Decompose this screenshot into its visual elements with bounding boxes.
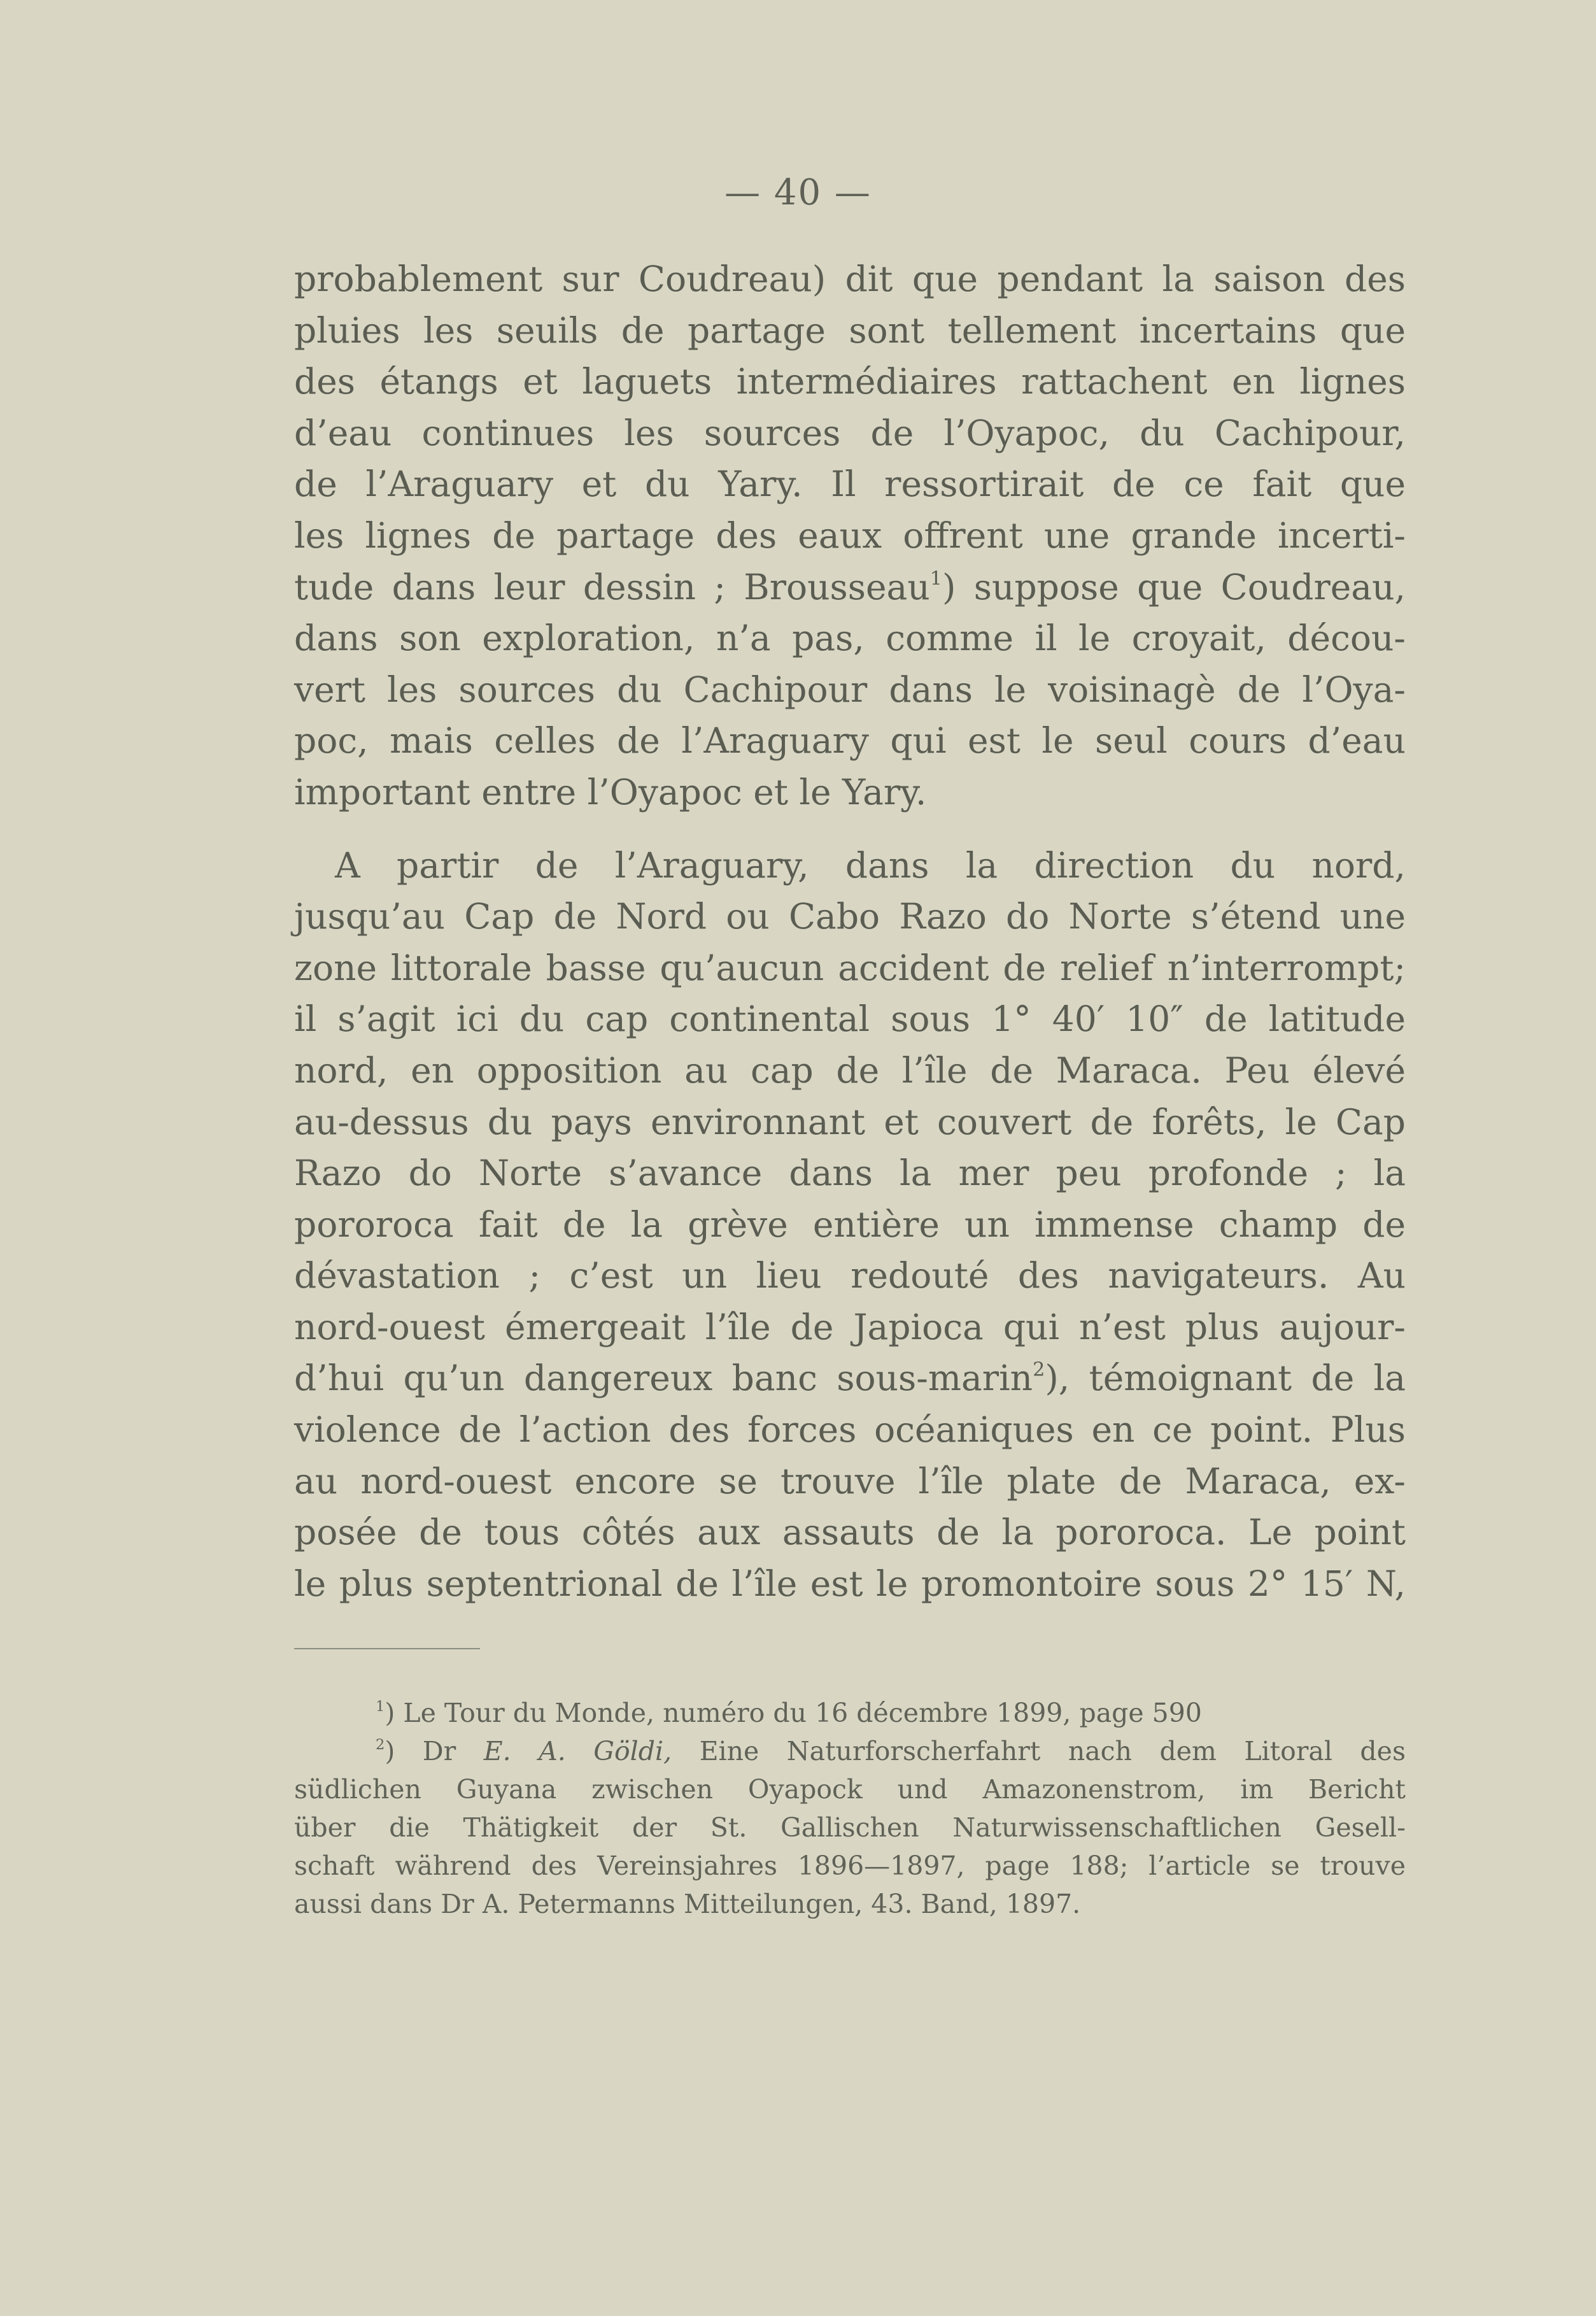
footnote-2 bbox=[294, 1732, 1406, 1923]
text-line: d’eau continues les sources de l’Oyapoc, du Cachipour, bbox=[294, 412, 1406, 453]
author-name: E. A. Göldi, bbox=[483, 1736, 672, 1766]
text-line: important entre l’Oyapoc et le Yary. bbox=[294, 771, 927, 813]
text-line: nord, en opposition au cap de l’île de Maraca. Peu élevé bbox=[294, 1049, 1406, 1091]
text-line: pluies les seuils de partage sont tellement incertains que bbox=[294, 309, 1406, 351]
text-line: les lignes de partage des eaux offrent une grande incerti- bbox=[294, 515, 1406, 556]
text-line: nord-ouest émergeait l’île de Japioca qui n’est plus aujour- bbox=[294, 1306, 1406, 1347]
footnote-line: südlichen Guyana zwischen Oyapock und Amazonenstrom, im Bericht bbox=[294, 1774, 1406, 1805]
text-line: dévastation ; c’est un lieu redouté des navigateurs. Au bbox=[294, 1255, 1406, 1297]
footnotes bbox=[294, 1694, 1406, 1923]
text-line: posée de tous côtés aux assauts de la pororoca. Le point bbox=[294, 1512, 1406, 1553]
text-line bbox=[294, 1353, 1406, 1404]
text-line: des étangs et laguets intermédiaires rattachent en lignes bbox=[294, 361, 1406, 402]
text-segment: d’hui qu’un dangereux banc sous-marin bbox=[294, 1358, 1033, 1399]
paragraph-1 bbox=[294, 253, 1406, 818]
text-line: au nord-ouest encore se trouve l’île plate de Maraca, ex- bbox=[294, 1460, 1406, 1502]
text-line: dans son exploration, n’a pas, comme il le croyait, décou- bbox=[294, 618, 1406, 659]
footnote-ref-1: 1 bbox=[929, 567, 942, 590]
paragraph-2 bbox=[294, 840, 1406, 1610]
text-line: de l’Araguary et du Yary. Il ressortirait de ce fait que bbox=[294, 464, 1406, 505]
main-text bbox=[294, 253, 1406, 1609]
text-segment: ) suppose que Coudreau, bbox=[942, 566, 1406, 607]
text-line: il s’agit ici du cap continental sous 1° 40′ 10″ de latitude bbox=[294, 998, 1406, 1040]
text-line: poc, mais celles de l’Araguary qui est le seul cours d’eau bbox=[294, 720, 1406, 762]
footnote-1 bbox=[294, 1694, 1406, 1732]
text-line: Razo do Norte s’avance dans la mer peu profonde ; la bbox=[294, 1153, 1406, 1194]
text-line: vert les sources du Cachipour dans le voisinagè de l’Oya- bbox=[294, 669, 1406, 710]
text-segment: ) Dr bbox=[385, 1736, 484, 1766]
text-line: violence de l’action des forces océaniques en ce point. Plus bbox=[294, 1409, 1406, 1451]
text-line: pororoca fait de la grève entière un immense champ de bbox=[294, 1204, 1406, 1245]
page-number: — 40 — bbox=[724, 172, 872, 213]
paragraph-gap bbox=[294, 818, 1406, 840]
text-line: le plus septentrional de l’île est le promontoire sous 2° 15′ N, bbox=[294, 1563, 1406, 1604]
text-segment: Eine Naturforscherfahrt nach dem Litoral des bbox=[672, 1736, 1406, 1766]
text-segment: ), témoignant de la bbox=[1045, 1358, 1406, 1399]
footnote-marker: 1 bbox=[376, 1698, 385, 1716]
footnote-divider bbox=[294, 1648, 480, 1649]
footnote-marker: 2 bbox=[376, 1737, 385, 1754]
footnote-ref-2: 2 bbox=[1033, 1358, 1045, 1381]
text-segment: ) Le Tour du Monde, numéro du 16 décembre 1899, page 590 bbox=[385, 1698, 1202, 1728]
footnote-line: über die Thätigkeit der St. Gallischen Naturwissenschaftlichen Gesell- bbox=[294, 1812, 1406, 1843]
footnote-line: schaft während des Vereinsjahres 1896—1897, page 188; l’article se trouve bbox=[294, 1851, 1406, 1881]
text-line: au-dessus du pays environnant et couvert de forêts, le Cap bbox=[294, 1101, 1406, 1142]
text-line bbox=[294, 562, 1406, 613]
footnote-line: aussi dans Dr A. Petermanns Mitteilungen, 43. Band, 1897. bbox=[294, 1889, 1081, 1919]
text-line: jusqu’au Cap de Nord ou Cabo Razo do Norte s’étend une bbox=[294, 896, 1406, 937]
text-line: zone littorale basse qu’aucun accident de relief n’interrompt; bbox=[294, 947, 1406, 988]
text-segment: tude dans leur dessin ; Brousseau bbox=[294, 566, 930, 607]
footnote-line bbox=[294, 1694, 1406, 1732]
footnote-line bbox=[294, 1732, 1406, 1770]
text-line: probablement sur Coudreau) dit que pendant la saison des bbox=[294, 259, 1406, 299]
text-line: A partir de l’Araguary, dans la direction du nord, bbox=[335, 844, 1406, 886]
